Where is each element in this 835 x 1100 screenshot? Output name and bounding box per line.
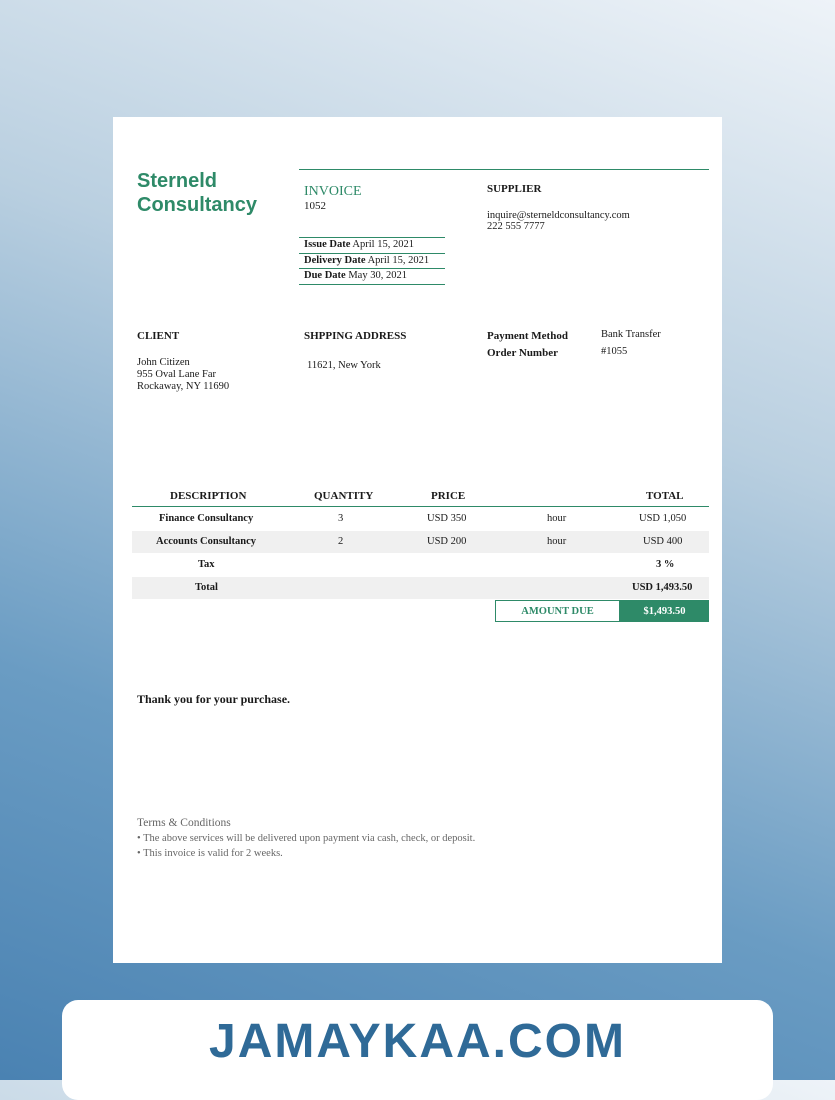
row-unit: hour: [547, 536, 567, 547]
row-price: USD 350: [427, 513, 467, 524]
row-quantity: 3: [338, 513, 344, 524]
payment-method-label: Payment Method: [487, 330, 568, 342]
tax-value: 3 %: [656, 559, 675, 570]
table-header-rule: [132, 506, 709, 507]
issue-date-label: Issue Date: [304, 239, 351, 250]
client-city: Rockaway, NY 11690: [137, 381, 230, 392]
supplier-email: inquire@sterneldconsultancy.com: [487, 210, 630, 221]
delivery-date: [304, 254, 444, 268]
header-price: PRICE: [431, 490, 466, 502]
row-quantity: 2: [338, 536, 344, 547]
header-total: TOTAL: [646, 490, 684, 502]
header-description: DESCRIPTION: [170, 490, 247, 502]
order-number-value: #1055: [601, 346, 628, 357]
header-rule: [299, 169, 709, 170]
delivery-date-value: April 15, 2021: [367, 255, 430, 266]
total-value: USD 1,493.50: [632, 582, 693, 593]
tax-label: Tax: [198, 559, 215, 570]
amount-due-value: $1,493.50: [620, 600, 709, 622]
due-date-value: May 30, 2021: [348, 270, 407, 281]
company-name: Sterneld Consultancy: [137, 170, 258, 216]
row-description: Finance Consultancy: [159, 513, 254, 524]
shipping-address: 11621, New York: [307, 360, 381, 371]
date-divider: [299, 284, 445, 285]
total-row: [132, 577, 709, 599]
issue-date-value: April 15, 2021: [352, 239, 414, 250]
terms-item: • The above services will be delivered upon payment via cash, check, or deposit.: [137, 833, 476, 844]
header-quantity: QUANTITY: [314, 490, 374, 502]
client-name: John Citizen: [137, 357, 190, 368]
row-description: Accounts Consultancy: [156, 536, 257, 547]
supplier-label: SUPPLIER: [487, 183, 542, 195]
shipping-label: SHPPING ADDRESS: [304, 330, 407, 342]
terms-title: Terms & Conditions: [137, 817, 231, 829]
terms-item: • This invoice is valid for 2 weeks.: [137, 848, 283, 859]
tax-row: [132, 554, 709, 576]
total-label: Total: [195, 582, 218, 593]
row-total: USD 1,050: [639, 513, 687, 524]
row-price: USD 200: [427, 536, 467, 547]
client-label: CLIENT: [137, 330, 180, 342]
row-unit: hour: [547, 513, 567, 524]
amount-due-label: AMOUNT DUE: [495, 600, 620, 622]
due-date: [304, 269, 444, 283]
table-row: [132, 508, 709, 530]
order-number-label: Order Number: [487, 347, 558, 359]
delivery-date-label: Delivery Date: [304, 255, 366, 266]
payment-method-value: Bank Transfer: [601, 329, 661, 340]
watermark-banner: [62, 1000, 773, 1100]
supplier-phone: 222 555 7777: [487, 221, 545, 232]
client-street: 955 Oval Lane Far: [137, 369, 217, 380]
thank-you-note: Thank you for your purchase.: [137, 692, 291, 706]
row-total: USD 400: [643, 536, 683, 547]
issue-date: [304, 238, 444, 252]
invoice-page: [113, 117, 722, 963]
watermark-text: JAMAYKAA.COM: [209, 1015, 626, 1068]
invoice-title: INVOICE: [304, 184, 362, 199]
due-date-label: Due Date: [304, 270, 346, 281]
table-row: [132, 531, 709, 553]
invoice-number: 1052: [304, 200, 326, 212]
